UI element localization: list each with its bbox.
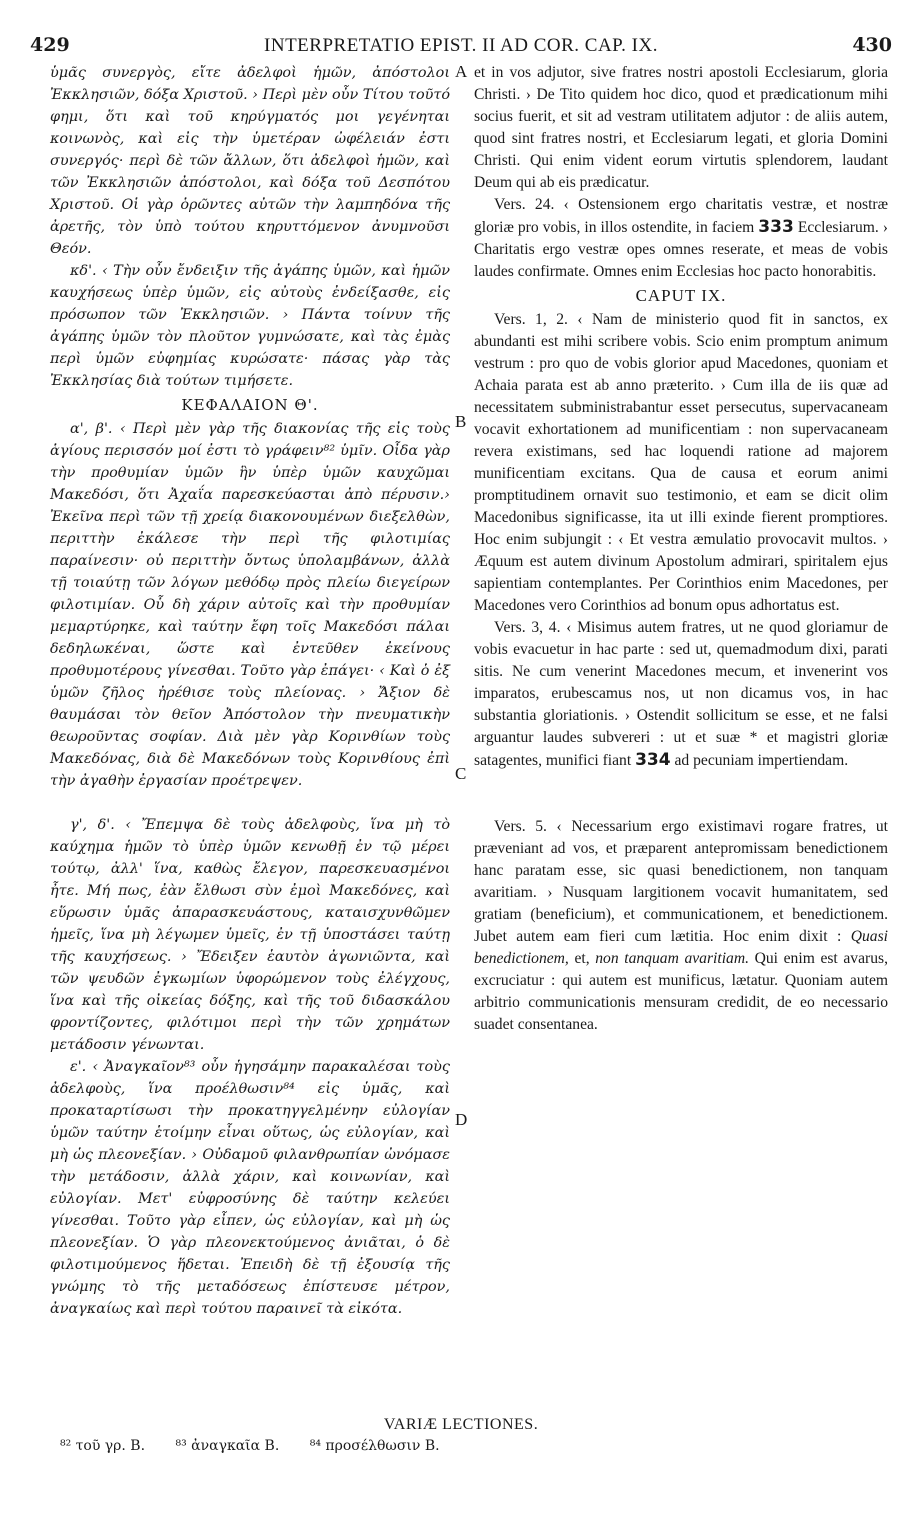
margin-letter-b: B	[455, 412, 467, 431]
latin-chapter-heading: CAPUT IX.	[635, 286, 727, 305]
greek-paragraph-2: κδ'. ‹ Τὴν οὖν ἔνδειξιν τῆς ἀγάπης ὑμῶν, καὶ ἡμῶν καυχήσεως ὑπὲρ ὑμῶν, εἰς αὐτοὺς ἐνδείξασθε, εἰς πρόσωπον τῶν Ἐκκλησιῶν. › Πάντα τοίνυν τῆς ἀγάπης ὑμῶν τὸν πλοῦτον γυμνώσατε, καὶ τὰς ἐμὰς περὶ ὑμῶν εὐφημίας κυρώσατε· πάσας γὰρ τὰς Ἐκκλησίας διὰ τούτων τιμήσετε.	[50, 263, 450, 389]
footnote-82: ⁸² τοῦ γρ. B.	[60, 1438, 146, 1454]
latin-paragraph-5-text-mid: et,	[574, 950, 590, 967]
latin-column	[474, 62, 888, 1036]
greek-paragraph-5: ε'. ‹ Ἀναγκαῖον⁸³ οὖν ἡγησάμην παρακαλέσαι τοὺς ἀδελφοὺς, ἵνα προέλθωσιν⁸⁴ εἰς ὑμᾶς, καὶ προκαταρτίσωσι τὴν προκατηγγελμένην εὐλογίαν ὑμῶν ταύτην ἑτοίμην εἶναι οὕτως, ὡς εὐλογίαν, καὶ μὴ ὡς πλεονεξίαν. › Οὐδαμοῦ φιλανθρωπίαν ὠνόμασε τὴν μετάδοσιν, ἀλλὰ χάριν, καὶ κοινωνίαν, καὶ εὐλογίαν. Μετ' εὐφροσύνης δὲ ταύτην κελεύει γίνεσθαι. Τοῦτο γὰρ εἶπεν, ὡς εὐλογίαν, καὶ μὴ ὡς πλεονεξίαν. Ὁ γὰρ πλεονεκτούμενος ἀνιᾶται, ὁ δὲ φιλοτιμούμενος ἥδεται. Ἐπειδὴ δὲ τῇ ἐξουσίᾳ τῆς γνώμης τὸ τῆς μεταδόσεως ἐπίστευσε μέτρον, ἀναγκαίως καὶ περὶ τούτου παραινεῖ τὰ εἰκότα.	[50, 1059, 450, 1317]
variae-lectiones-notes	[60, 1438, 880, 1454]
latin-paragraph-4	[474, 617, 888, 772]
latin-paragraph-5-text-a: Vers. 5. ‹ Necessarium ergo existimavi rogare fratres, ut præveniant ad vos, et præparent antepromissam benedictionem hanc paratam esse, sic quasi benedictionem, non tanquam avaritiam. › Nusquam largitionem vocavit humanitatem, sed gratiam (beneficium), et communicationem, et benedictionem. Jubet autem eam fieri cum lætitia. Hoc enim dixit :	[474, 818, 888, 945]
running-title: INTERPRETATIO EPIST. II AD COR. CAP. IX.	[264, 35, 658, 56]
margin-letter-d: D	[455, 1110, 468, 1129]
latin-paragraph-2-text-b: Ecclesiarum. › Charitatis ergo vestræ opes omnes reserate, et meas de vobis laudes confirmate. Omnes enim Ecclesias hoc pacto honorabitis.	[474, 219, 888, 280]
column-marker-333: 333	[758, 217, 794, 237]
latin-paragraph-1: et in vos adjutor, sive fratres nostri apostoli Ecclesiarum, gloria Christi. › De Tito quidem hoc dico, quod et prædicationum mihi socius fuerit, et sit ad vestram utilitatem adjutor : de aliis autem, quod sint fratres nostri, et Ecclesiarum legati, et gloria Domini Christi. Qui enim vident eorum virtutis splendorem, laudant Deum qui ab eis prædicatur.	[474, 64, 888, 191]
greek-column	[50, 62, 450, 1320]
variae-lectiones-title: VARIÆ LECTIONES.	[383, 1416, 539, 1433]
latin-paragraph-2-text-a: Vers. 24. ‹ Ostensionem ergo charitatis vestræ, et nostræ gloriæ pro vobis, in illos ostendite, in faciem	[474, 196, 888, 236]
latin-paragraph-5-text-b: Qui enim est avarus, excruciatur : qui autem est munificus, lætatur. Quoniam autem arbitrio communicationis mensuram credidit, de eo necessario suadet consentanea.	[474, 950, 888, 1033]
latin-paragraph-5-quote-2: non tanquam avaritiam.	[595, 950, 749, 967]
margin-letter-a: A	[455, 62, 468, 81]
footnote-83: ⁸³ ἀναγκαῖα B.	[175, 1438, 280, 1454]
latin-paragraph-4-text-a: Vers. 3, 4. ‹ Misimus autem fratres, ut ne quod gloriamur de vobis evacuetur in hac parte : sed ut, quemadmodum dixi, parati sitis. Ne cum venerint Macedones mecum, et invenerint vos imparatos, erubescamus nos, ut non dicamus vos, in hac substantia gloriationis. › Ostendit sollicitum se esse, et ne falsi arguantur laudes subvereri : ut et suæ * et magistri gloriæ satagentes, munifici fiant	[474, 619, 888, 769]
greek-paragraph-4: γ', δ'. ‹ Ἔπεμψα δὲ τοὺς ἀδελφοὺς, ἵνα μὴ τὸ καύχημα ἡμῶν τὸ ὑπὲρ ὑμῶν κενωθῇ ἐν τῷ μέρει τούτῳ, ἀλλ' ἵνα, καθὼς ἔλεγον, παρεσκευασμένοι ἦτε. Μή πως, ἐὰν ἔλθωσι σὺν ἐμοὶ Μακεδόνες, καὶ εὕρωσιν ὑμᾶς ἀπαρασκευάστους, καταισχυνθῶμεν ἡμεῖς, ἵνα μὴ λέγωμεν ὑμεῖς, ἐν τῇ ὑποστάσει ταύτῃ τῆς καυχήσεως. › Ἔδειξεν ἑαυτὸν ἀγωνιῶντα, καὶ τῶν ψευδῶν ἐγκωμίων ὑφορώμενον τοὺς ἐλέγχους, ἵνα καὶ τῆς οἰκείας δόξης, καὶ τῆς τοῦ διδασκάλου φροντίζοντες, φιλότιμοι περὶ τὴν τῶν χρημάτων μετάδοσιν γένωνται.	[50, 817, 450, 1053]
column-marker-334: 334	[635, 750, 671, 770]
margin-letter-c: C	[455, 764, 467, 783]
greek-chapter-heading: ΚΕΦΑΛΑΙΟΝ Θ'.	[181, 396, 319, 414]
latin-paragraph-5	[474, 816, 888, 1036]
page-number-left: 429	[30, 34, 70, 56]
greek-paragraph-1: ὑμᾶς συνεργὸς, εἴτε ἀδελφοὶ ἡμῶν, ἀπόστολοι Ἐκκλησιῶν, δόξα Χριστοῦ. › Περὶ μὲν οὖν Τίτου τοῦτό φημι, ὅτι καὶ τοῦ κηρύγματός μοι γεγένηται κοινωνὸς, καὶ εἰς τὴν ὑμετέραν ὠφέλειάν ἐστι συνεργός· περὶ δὲ τῶν ἄλλων, ὅτι ἀδελφοὶ ἡμῶν, καὶ τῶν Ἐκκλησιῶν ἀπόστολοι, καὶ δόξα τοῦ Δεσπότου Χριστοῦ. Οἱ γὰρ ὁρῶντες αὐτῶν τὴν λαμπηδόνα τῆς ἀρετῆς, τὸν ὑπὸ τούτου κηρυττόμενον ἀνυμνοῦσι Θεόν.	[50, 65, 450, 257]
latin-paragraph-5-quote-1: Quasi benedictionem,	[474, 928, 888, 967]
footnote-84: ⁸⁴ προσέλθωσιν B.	[309, 1438, 440, 1454]
page-header	[30, 34, 892, 60]
latin-spacer	[474, 772, 888, 816]
latin-paragraph-3: Vers. 1, 2. ‹ Nam de ministerio quod fit in sanctos, ex abundanti est mihi scribere vobis. Scio enim promptum animum vestrum : pro quo de vobis glorior apud Macedones, quoniam et Achaia parata est ab anno præterito. › Cum illa de iis quæ ad necessitatem subministrabantur esset persecutus, supervacaneam vocavit exhortationem ad munificentiam : non supervacaneam revera existimans, sed hac loquendi ratione ad majorem munificentiam excitans. Qua de causa et eorum animi promptitudinem ornavit suo testimonio, et eam se dicit olim Macedonibus significasse, ita ut illi exinde fierent promptiores. Hoc enim subjungit : ‹ Et vestra æmulatio provocavit multos. › Æquum est autem divinum Apostolum admirari, spiritalem ejus sapientiam contemplantes. Per Corinthios enim Macedones, per Macedones vero Corinthios ad bonum opus adhortatus est.	[474, 311, 888, 614]
page-number-right: 430	[852, 34, 892, 56]
latin-paragraph-2	[474, 194, 888, 283]
latin-paragraph-4-text-b: ad pecuniam impertiendam.	[674, 752, 849, 769]
greek-spacer	[50, 792, 450, 814]
greek-paragraph-3: α', β'. ‹ Περὶ μὲν γὰρ τῆς διακονίας τῆς εἰς τοὺς ἁγίους περισσόν μοί ἐστι τὸ γράφειν⁸² ὑμῖν. Οἶδα γὰρ τὴν προθυμίαν ὑμῶν ἣν ὑπὲρ ὑμῶν καυχῶμαι Μακεδόσι, ὅτι Ἀχαΐα παρεσκεύασται ἀπὸ πέρυσιν.› Ἐκεῖνα περὶ τῶν τῇ χρείᾳ διακονουμένων διεξελθὼν, περιττὴν ἐκάλεσε τὴν περὶ τῆς φιλοτιμίας παραίνεσιν· οὐ περιττὴν ὄντως ὑπολαμβάνων, ἀλλὰ τῇ τοιαύτῃ τῶν λόγων μεθόδῳ πρὸς πλείω διεγείρων φιλοτιμίαν. Οὗ δὴ χάριν αὐτοῖς καὶ τὴν προθυμίαν μεμαρτύρηκε, καὶ ταύτην ἔφη τοῖς Μακεδόσι πάλαι δεδηλωκέναι, ὥστε καὶ ἐντεῦθεν ἐκείνους προθυμοτέρους γίνεσθαι. Τοῦτο γὰρ ἐπάγει· ‹ Καὶ ὁ ἐξ ὑμῶν ζῆλος ἠρέθισε τοὺς πλείονας. › Ἄξιον δὲ θαυμάσαι τὸν θεῖον Ἀπόστολον τὴν πνευματικὴν θεωροῦντας σοφίαν. Διὰ μὲν γὰρ Κορινθίων τοὺς Μακεδόνας, διὰ δὲ Μακεδόνων τοὺς Κορινθίους ἐπὶ τὴν ἀγαθὴν ἐργασίαν προέτρεψεν.	[50, 421, 450, 789]
